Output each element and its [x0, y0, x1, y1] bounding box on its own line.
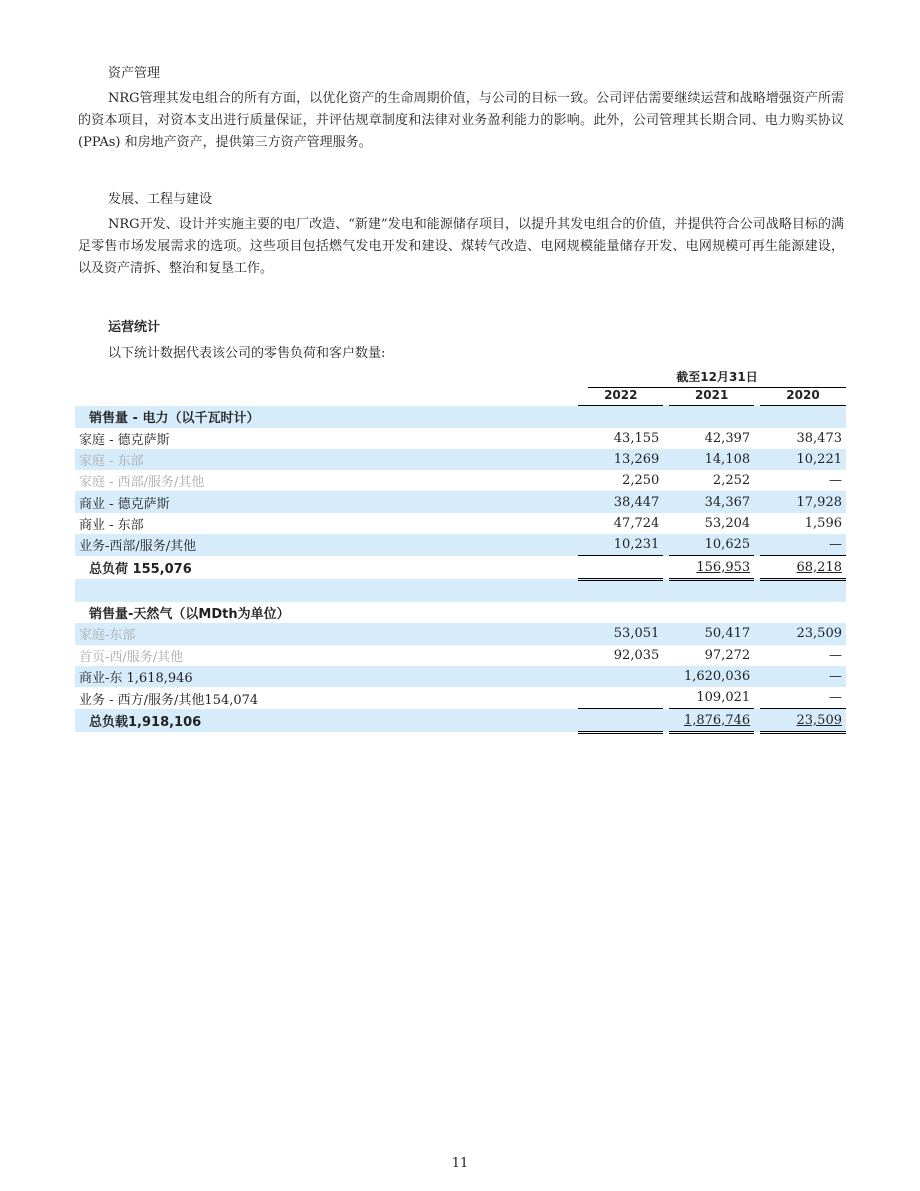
page-number: 11 [451, 1156, 469, 1171]
development-paragraph: NRG开发、设计并实施主要的电厂改造、“新建”发电和能源储存项目，以提升其发电组合的价值，并提供符合公司战略目标的满足零售市场发展需求的选项。这些项目包括燃气发电开发和建设、煤转气改造、电网规模能量储存开发、电网规模可再生能源建设，以及资产清拆、整治和复垦工作。 [78, 217, 844, 276]
cell-2021: 109,021 [696, 690, 751, 706]
table-row [75, 513, 846, 534]
table-row [75, 666, 846, 687]
year-2021-header: 2021 [669, 384, 754, 406]
cell-2020: 23,509 [796, 626, 842, 642]
table-row [75, 428, 846, 449]
cell-2020: 17,928 [796, 494, 842, 510]
operating-stats-table [75, 384, 846, 734]
cell-2022: 2,250 [622, 473, 660, 489]
row-label: 家庭 - 东部 [75, 449, 572, 470]
period-header: 截至12月31日 [588, 368, 846, 388]
cell-2022: 43,155 [613, 430, 660, 446]
cell-2021: 53,204 [704, 515, 751, 531]
cell-2020: — [829, 473, 842, 489]
cell-2020: 1,596 [804, 515, 842, 531]
electricity-section-row [75, 406, 846, 428]
total-label: 总负荷 155,076 [89, 562, 192, 578]
cell-2022: 47,724 [613, 515, 660, 531]
table-row [75, 491, 846, 512]
cell-2021: 97,272 [704, 647, 751, 663]
cell-2020: — [829, 669, 842, 684]
cell-2022: 53,051 [613, 626, 660, 642]
row-label: 家庭 - 西部/服务/其他 [79, 475, 205, 491]
cell-2021: 50,417 [704, 626, 751, 642]
cell-2020: 10,221 [796, 452, 842, 468]
cell-2020: 23,509 [796, 712, 842, 728]
table-row [75, 534, 846, 556]
year-2022-header: 2022 [578, 384, 663, 406]
total-label: 总负载1,918,106 [75, 709, 572, 732]
cell-2022: 13,269 [613, 452, 660, 468]
development-title: 发展、工程与建设 [108, 192, 213, 207]
cell-2020: — [829, 647, 842, 663]
cell-2020: 38,473 [796, 430, 842, 446]
operating-stats-intro: 以下统计数据代表该公司的零售负荷和客户数量: [108, 346, 386, 361]
cell-2020: — [829, 690, 842, 706]
electricity-total-row [75, 556, 846, 579]
gas-section-title: 销售量-天然气（以MDth为单位） [89, 607, 290, 623]
cell-2021: 42,397 [704, 430, 751, 446]
table-row [75, 449, 846, 470]
cell-2020: — [829, 537, 842, 553]
asset-management-title: 资产管理 [108, 66, 161, 81]
gas-section-row [75, 602, 846, 623]
spacer-row [75, 579, 846, 602]
cell-2021: 156,953 [696, 559, 751, 575]
cell-2021: 34,367 [704, 494, 751, 510]
asset-management-paragraph: NRG管理其发电组合的所有方面，以优化资产的生命周期价值，与公司的目标一致。公司评估需要继续运营和战略增强资产所需的资本项目，对资本支出进行质量保证，并评估规章制度和法律对业务盈利能力的影响。此外，公司管理其长期合同、电力购买协议 (PPAs) 和房地产资产，提供第三方资产管理服务。 [78, 91, 844, 150]
cell-2021: 2,252 [712, 473, 751, 489]
row-label: 业务 - 西方/服务/其他154,074 [79, 692, 259, 708]
row-label: 业务-西部/服务/其他 [75, 534, 572, 556]
cell-2021: 14,108 [704, 452, 751, 468]
table-row [75, 687, 846, 709]
row-label: 家庭 - 德克萨斯 [79, 432, 170, 448]
table-row [75, 623, 846, 644]
row-label: 商业 - 东部 [79, 517, 144, 533]
gas-total-row [75, 709, 846, 732]
cell-2022: 92,035 [613, 647, 660, 663]
cell-2021: 1,620,036 [683, 669, 751, 684]
row-label: 首页-西/服务/其他 [79, 649, 184, 665]
year-2020-header: 2020 [760, 384, 846, 406]
cell-2022: 38,447 [613, 494, 660, 510]
row-label: 家庭-东部 [75, 623, 572, 644]
table-row [75, 645, 846, 666]
cell-2022: 10,231 [613, 537, 660, 553]
row-label: 商业-东 1,618,946 [75, 666, 572, 687]
year-header-row [75, 384, 846, 406]
table-row [75, 470, 846, 491]
electricity-section-title: 销售量 - 电力（以千瓦时计） [75, 406, 572, 428]
operating-stats-title: 运营统计 [108, 320, 161, 335]
row-label: 商业 - 德克萨斯 [75, 491, 572, 512]
cell-2020: 68,218 [796, 559, 842, 575]
cell-2021: 10,625 [704, 537, 751, 553]
cell-2021: 1,876,746 [683, 712, 751, 728]
